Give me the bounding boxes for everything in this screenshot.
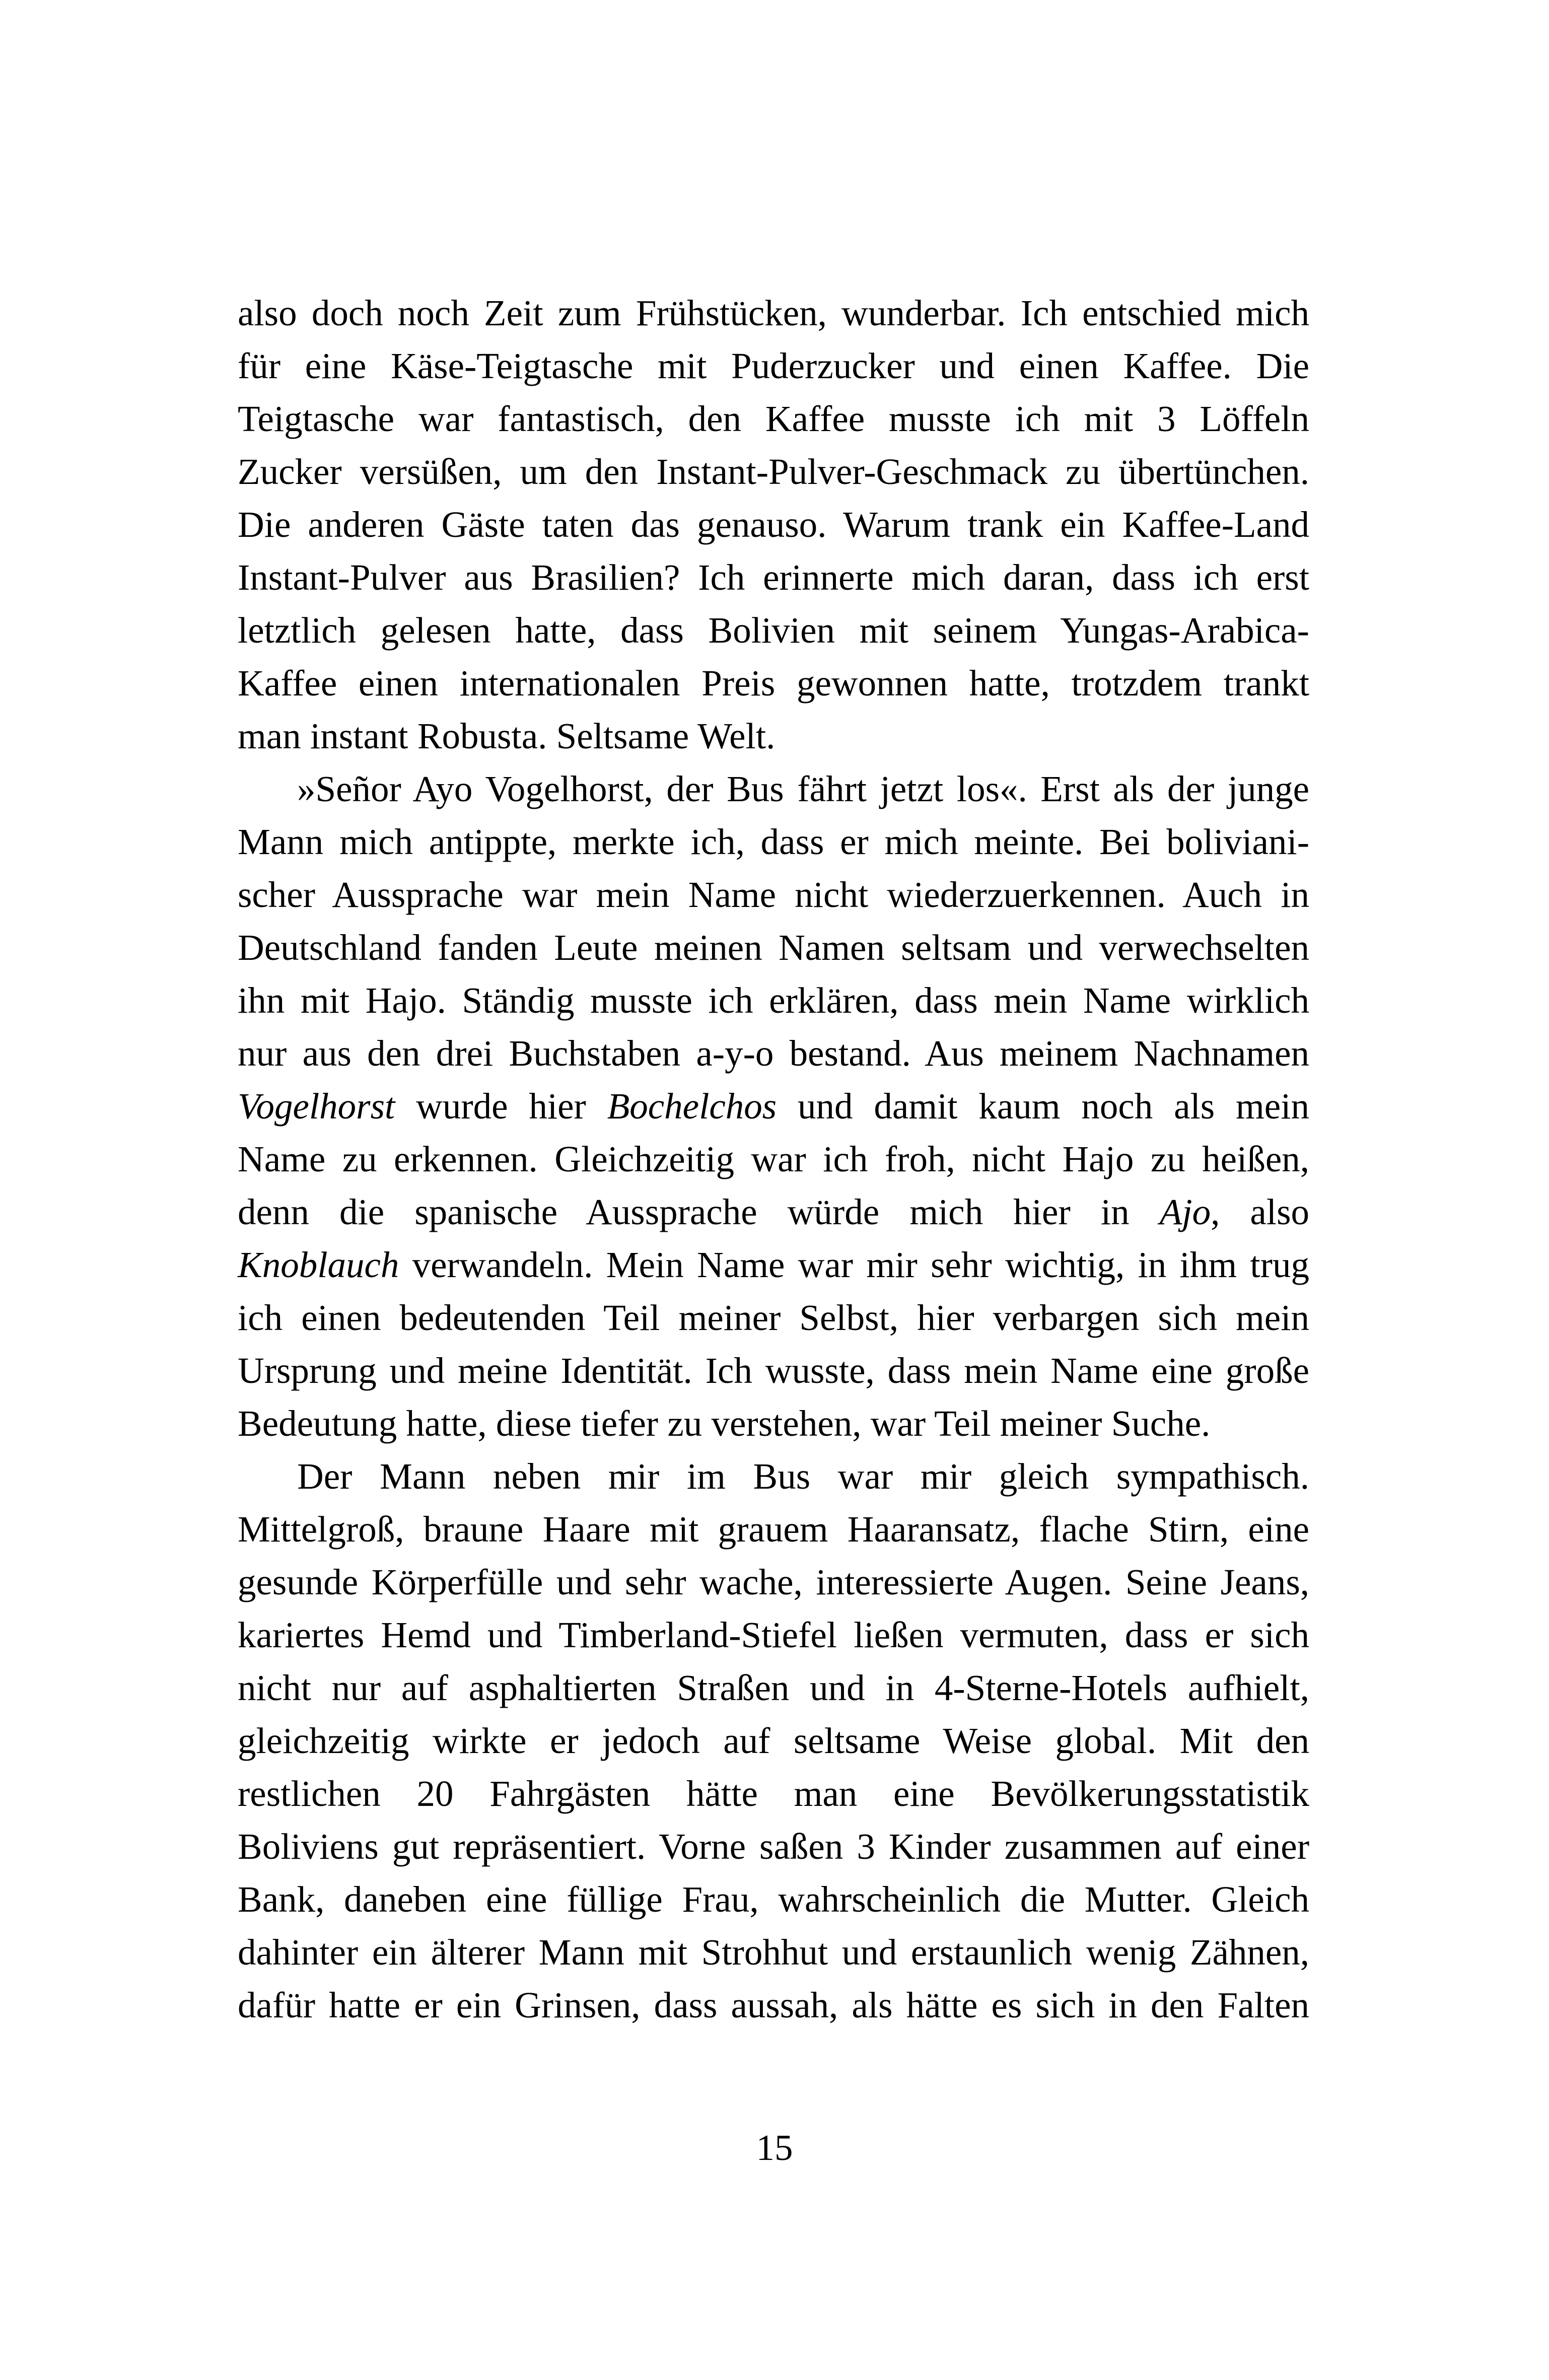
text-segment: gesunde Körperfülle und sehr wache, interessierte Augen. Seine Jeans, [238, 1562, 1309, 1602]
text-segment: Bedeutung hatte, diese tiefer zu verstehen, war Teil meiner Suche. [238, 1403, 1211, 1444]
text-line [238, 1556, 1309, 1608]
text-segment: Boliviens gut repräsentiert. Vorne saßen 3 Kinder zusammen auf einer [238, 1826, 1309, 1867]
text-segment: ich einen bedeutenden Teil meiner Selbst, hier verbargen sich mein [238, 1297, 1309, 1338]
text-line [238, 1133, 1309, 1185]
text-line [238, 1291, 1309, 1344]
text-line [238, 1185, 1309, 1238]
text-line [238, 1344, 1309, 1397]
text-segment: restlichen 20 Fahrgästen hätte man eine Bevölkerungsstatistik [238, 1773, 1309, 1814]
text-line [238, 1873, 1309, 1926]
page-text-block [238, 287, 1309, 2032]
text-segment: Der Mann neben mir im Bus war mir gleich sympathisch. [297, 1456, 1309, 1497]
text-line [238, 974, 1309, 1027]
text-segment: Deutschland fanden Leute meinen Namen seltsam und verwechselten [238, 927, 1309, 968]
text-line [238, 868, 1309, 921]
text-line [238, 1714, 1309, 1767]
paragraph [238, 762, 1309, 1450]
page-number: 15 [756, 2127, 793, 2168]
paragraph [238, 1450, 1309, 2032]
text-segment: Name zu erkennen. Gleichzeitig war ich froh, nicht Hajo zu heißen, [238, 1139, 1309, 1179]
text-line [238, 287, 1309, 339]
paragraph [238, 287, 1309, 762]
text-line [238, 498, 1309, 551]
text-segment: »Señor Ayo Vogelhorst, der Bus fährt jetzt los«. Erst als der junge [297, 768, 1309, 809]
text-line [238, 1926, 1309, 1979]
text-segment: dafür hatte er ein Grinsen, dass aussah, als hätte es sich in den Falten [238, 1985, 1309, 2025]
text-line [238, 392, 1309, 445]
text-line [238, 1080, 1309, 1133]
text-line [238, 657, 1309, 710]
text-line [238, 710, 1309, 762]
text-segment: gleichzeitig wirkte er jedoch auf seltsame Weise global. Mit den [238, 1720, 1309, 1761]
text-line [238, 445, 1309, 498]
text-segment: man instant Robusta. Seltsame Welt. [238, 716, 776, 756]
text-segment: denn die spanische Aussprache würde mich hier in [238, 1192, 1160, 1232]
text-segment: ihn mit Hajo. Ständig musste ich erklären, dass mein Name wirklich [238, 980, 1309, 1021]
text-line [238, 1767, 1309, 1820]
text-line [238, 815, 1309, 868]
text-line [238, 1450, 1309, 1503]
text-line [238, 339, 1309, 392]
text-segment: letztlich gelesen hatte, dass Bolivien mit seinem Yungas-Arabica- [238, 610, 1309, 651]
text-segment: Mittelgroß, braune Haare mit grauem Haaransatz, flache Stirn, eine [238, 1509, 1309, 1550]
italic-text-segment: Bochelchos [607, 1086, 777, 1127]
text-segment: Zucker versüßen, um den Instant-Pulver-Geschmack zu übertünchen. [238, 451, 1309, 492]
text-segment: Die anderen Gäste taten das genauso. Warum trank ein Kaffee-Land [238, 504, 1309, 545]
text-segment: und damit kaum noch als mein [777, 1086, 1309, 1127]
italic-text-segment: Vogelhorst [238, 1086, 395, 1127]
text-line [238, 1661, 1309, 1714]
text-segment: , also [1211, 1192, 1309, 1232]
italic-text-segment: Ajo [1159, 1192, 1211, 1232]
text-segment: scher Aussprache war mein Name nicht wiederzuerkennen. Auch in [238, 874, 1309, 915]
text-segment: Mann mich antippte, merkte ich, dass er mich meinte. Bei boliviani- [238, 821, 1309, 862]
text-line [238, 604, 1309, 657]
text-segment: Bank, daneben eine füllige Frau, wahrscheinlich die Mutter. Gleich [238, 1879, 1309, 1920]
text-line [238, 551, 1309, 604]
text-line [238, 1397, 1309, 1450]
text-segment: dahinter ein älterer Mann mit Strohhut und erstaunlich wenig Zähnen, [238, 1932, 1309, 1973]
text-segment: Instant-Pulver aus Brasilien? Ich erinnerte mich daran, dass ich erst [238, 557, 1309, 598]
text-line [238, 1238, 1309, 1291]
text-line [238, 1608, 1309, 1661]
text-segment: wurde hier [395, 1086, 607, 1127]
text-segment: kariertes Hemd und Timberland-Stiefel ließen vermuten, dass er sich [238, 1615, 1309, 1655]
text-line [238, 1820, 1309, 1873]
text-segment: nur aus den drei Buchstaben a-y-o bestand. Aus meinem Nachnamen [238, 1033, 1309, 1074]
text-segment: für eine Käse-Teigtasche mit Puderzucker und einen Kaffee. Die [238, 345, 1309, 386]
text-line [238, 1503, 1309, 1556]
text-line [238, 921, 1309, 974]
text-segment: verwandeln. Mein Name war mir sehr wichtig, in ihm trug [399, 1244, 1309, 1285]
text-line [238, 1027, 1309, 1080]
italic-text-segment: Knoblauch [238, 1244, 399, 1285]
text-line [238, 1979, 1309, 2032]
text-segment: also doch noch Zeit zum Frühstücken, wunderbar. Ich entschied mich [238, 293, 1309, 333]
text-segment: nicht nur auf asphaltierten Straßen und in 4-Sterne-Hotels aufhielt, [238, 1667, 1309, 1708]
text-line [238, 762, 1309, 815]
text-segment: Kaffee einen internationalen Preis gewonnen hatte, trotzdem trankt [238, 663, 1309, 704]
text-segment: Ursprung und meine Identität. Ich wusste, dass mein Name eine große [238, 1350, 1309, 1391]
text-segment: Teigtasche war fantastisch, den Kaffee musste ich mit 3 Löffeln [238, 398, 1309, 439]
